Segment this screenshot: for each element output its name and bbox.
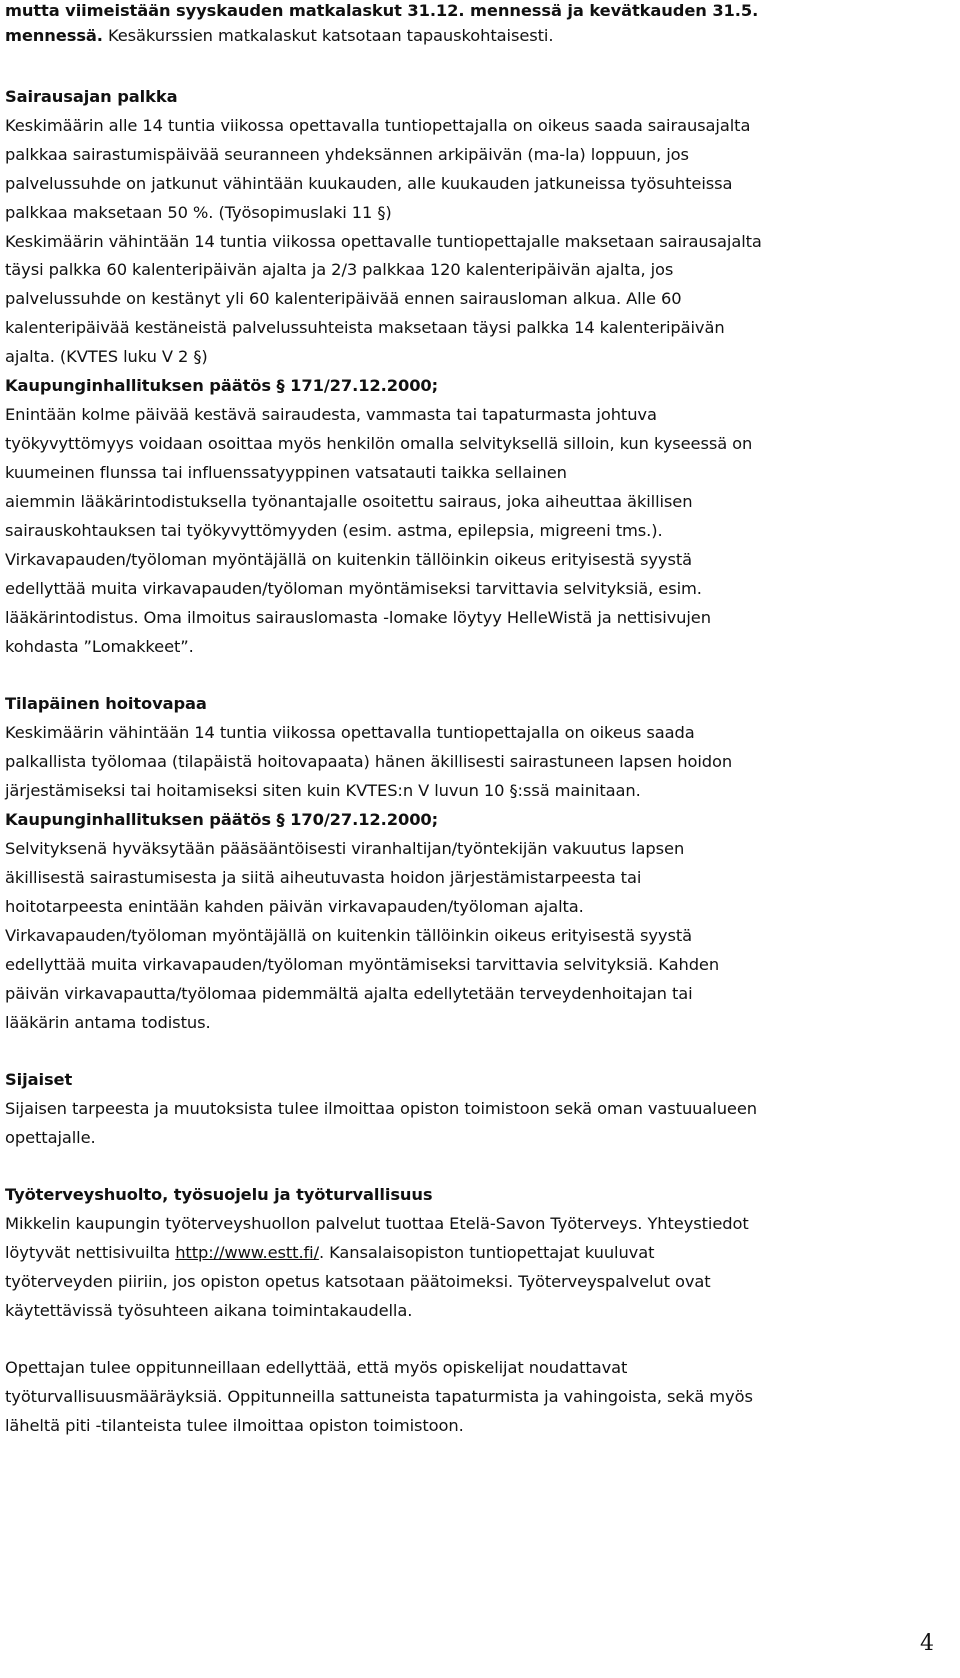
- sick-decision-line: työkyvyttömyys voidaan osoittaa myös henkilön omalla selvityksellä silloin, kun kyseessä on: [5, 434, 753, 453]
- care-line: palkallista työlomaa (tilapäistä hoitovapaata) hänen äkillisesti sairastuneen lapsen hoidon: [5, 752, 733, 771]
- care-line: Keskimäärin vähintään 14 tuntia viikossa opettavalla tuntiopettajalla on oikeus saada: [5, 723, 695, 742]
- sick-decision-heading: Kaupunginhallituksen päätös § 171/27.12.2000;: [5, 376, 439, 395]
- sick-pay-heading: Sairausajan palkka: [5, 87, 178, 106]
- sick-decision-line: sairauskohtauksen tai työkyvyttömyyden (esim. astma, epilepsia, migreeni tms.).: [5, 521, 663, 540]
- intro-line-1: mutta viimeistään syyskauden matkalaskut 31.12. mennessä ja kevätkauden 31.5.: [5, 1, 759, 20]
- sick-line: täysi palkka 60 kalenteripäivän ajalta ja 2/3 palkkaa 120 kalenteripäivän ajalta, jos: [5, 260, 674, 279]
- substitutes-line: Sijaisen tarpeesta ja muutoksista tulee ilmoittaa opiston toimistoon sekä oman vastuualueen: [5, 1099, 757, 1118]
- care-decision-heading: Kaupunginhallituksen päätös § 170/27.12.2000;: [5, 810, 439, 829]
- sick-decision-line: kohdasta ”Lomakkeet”.: [5, 637, 194, 656]
- sick-line: kalenteripäivää kestäneistä palvelussuhteista maksetaan täysi palkka 14 kalenteripäivän: [5, 318, 725, 337]
- care-decision-line: edellyttää muita virkavapauden/työloman myöntämiseksi tarvittavia selvityksiä. Kahden: [5, 955, 720, 974]
- care-decision-line: Selvityksenä hyväksytään pääsääntöisesti viranhaltijan/työntekijän vakuutus lapsen: [5, 839, 685, 858]
- intro-line-2-rest: Kesäkurssien matkalaskut katsotaan tapauskohtaisesti.: [102, 26, 554, 45]
- care-decision-line: hoitotarpeesta enintään kahden päivän virkavapauden/työloman ajalta.: [5, 897, 584, 916]
- care-decision-line: päivän virkavapautta/työlomaa pidemmältä ajalta edellytetään terveydenhoitajan tai: [5, 984, 693, 1003]
- care-decision-line: Virkavapauden/työloman myöntäjällä on kuitenkin tällöinkin oikeus erityisestä syystä: [5, 926, 693, 945]
- sick-line: palvelussuhde on kestänyt yli 60 kalenteripäivää ennen sairausloman alkua. Alle 60: [5, 289, 682, 308]
- sick-line: palkkaa maksetaan 50 %. (Työsopimuslaki 11 §): [5, 203, 392, 222]
- substitutes-heading: Sijaiset: [5, 1070, 73, 1089]
- page-number: 4: [920, 1631, 934, 1656]
- health-line: [5, 1242, 654, 1264]
- sick-line: Keskimäärin alle 14 tuntia viikossa opettavalla tuntiopettajalla on oikeus saada sairausajalta: [5, 116, 751, 135]
- intro-line-2-bold: mennessä.: [5, 26, 103, 45]
- sick-decision-line: lääkärintodistus. Oma ilmoitus sairauslomasta -lomake löytyy HelleWistä ja nettisivujen: [5, 608, 711, 627]
- safety-line: Opettajan tulee oppitunneillaan edellyttää, että myös opiskelijat noudattavat: [5, 1358, 628, 1377]
- health-line: työterveyden piiriin, jos opiston opetus katsotaan päätoimeksi. Työterveyspalvelut ovat: [5, 1272, 711, 1291]
- sick-decision-line: edellyttää muita virkavapauden/työloman myöntämiseksi tarvittavia selvityksiä, esim.: [5, 579, 702, 598]
- estt-website-link[interactable]: http://www.estt.fi/: [175, 1243, 319, 1262]
- safety-line: työturvallisuusmääräyksiä. Oppitunneilla sattuneista tapaturmista ja vahingoista, sekä myös: [5, 1387, 753, 1406]
- sick-decision-line: kuumeinen flunssa tai influenssatyyppinen vatsatauti taikka sellainen: [5, 463, 567, 482]
- sick-decision-line: Virkavapauden/työloman myöntäjällä on kuitenkin tällöinkin oikeus erityisestä syystä: [5, 550, 693, 569]
- care-leave-heading: Tilapäinen hoitovapaa: [5, 694, 207, 713]
- intro-line-2: [5, 25, 553, 47]
- care-decision-line: äkillisestä sairastumisesta ja siitä aiheutuvasta hoidon järjestämistarpeesta tai: [5, 868, 642, 887]
- safety-line: läheltä piti -tilanteista tulee ilmoittaa opiston toimistoon.: [5, 1416, 464, 1435]
- health-line: käytettävissä työsuhteen aikana toimintakaudella.: [5, 1301, 413, 1320]
- health-line: Mikkelin kaupungin työterveyshuollon palvelut tuottaa Etelä-Savon Työterveys. Yhteystiedot: [5, 1214, 749, 1233]
- substitutes-line: opettajalle.: [5, 1128, 96, 1147]
- care-line: järjestämiseksi tai hoitamiseksi siten kuin KVTES:n V luvun 10 §:ssä mainitaan.: [5, 781, 641, 800]
- sick-decision-line: aiemmin lääkärintodistuksella työnantajalle osoitettu sairaus, joka aiheuttaa äkillisen: [5, 492, 693, 511]
- health-line-post: . Kansalaisopiston tuntiopettajat kuuluvat: [318, 1243, 655, 1262]
- sick-line: Keskimäärin vähintään 14 tuntia viikossa opettavalle tuntiopettajalle maksetaan sairausajalta: [5, 232, 762, 251]
- sick-line: palkkaa sairastumispäivää seuranneen yhdeksännen arkipäivän (ma-la) loppuun, jos: [5, 145, 689, 164]
- occupational-health-heading: Työterveyshuolto, työsuojelu ja työturvallisuus: [5, 1185, 433, 1204]
- sick-decision-line: Enintään kolme päivää kestävä sairaudesta, vammasta tai tapaturmasta johtuva: [5, 405, 657, 424]
- health-line-pre: löytyvät nettisivuilta: [5, 1243, 176, 1262]
- care-decision-line: lääkärin antama todistus.: [5, 1013, 211, 1032]
- sick-line: palvelussuhde on jatkunut vähintään kuukauden, alle kuukauden jatkuneissa työsuhteissa: [5, 174, 733, 193]
- sick-line: ajalta. (KVTES luku V 2 §): [5, 347, 208, 366]
